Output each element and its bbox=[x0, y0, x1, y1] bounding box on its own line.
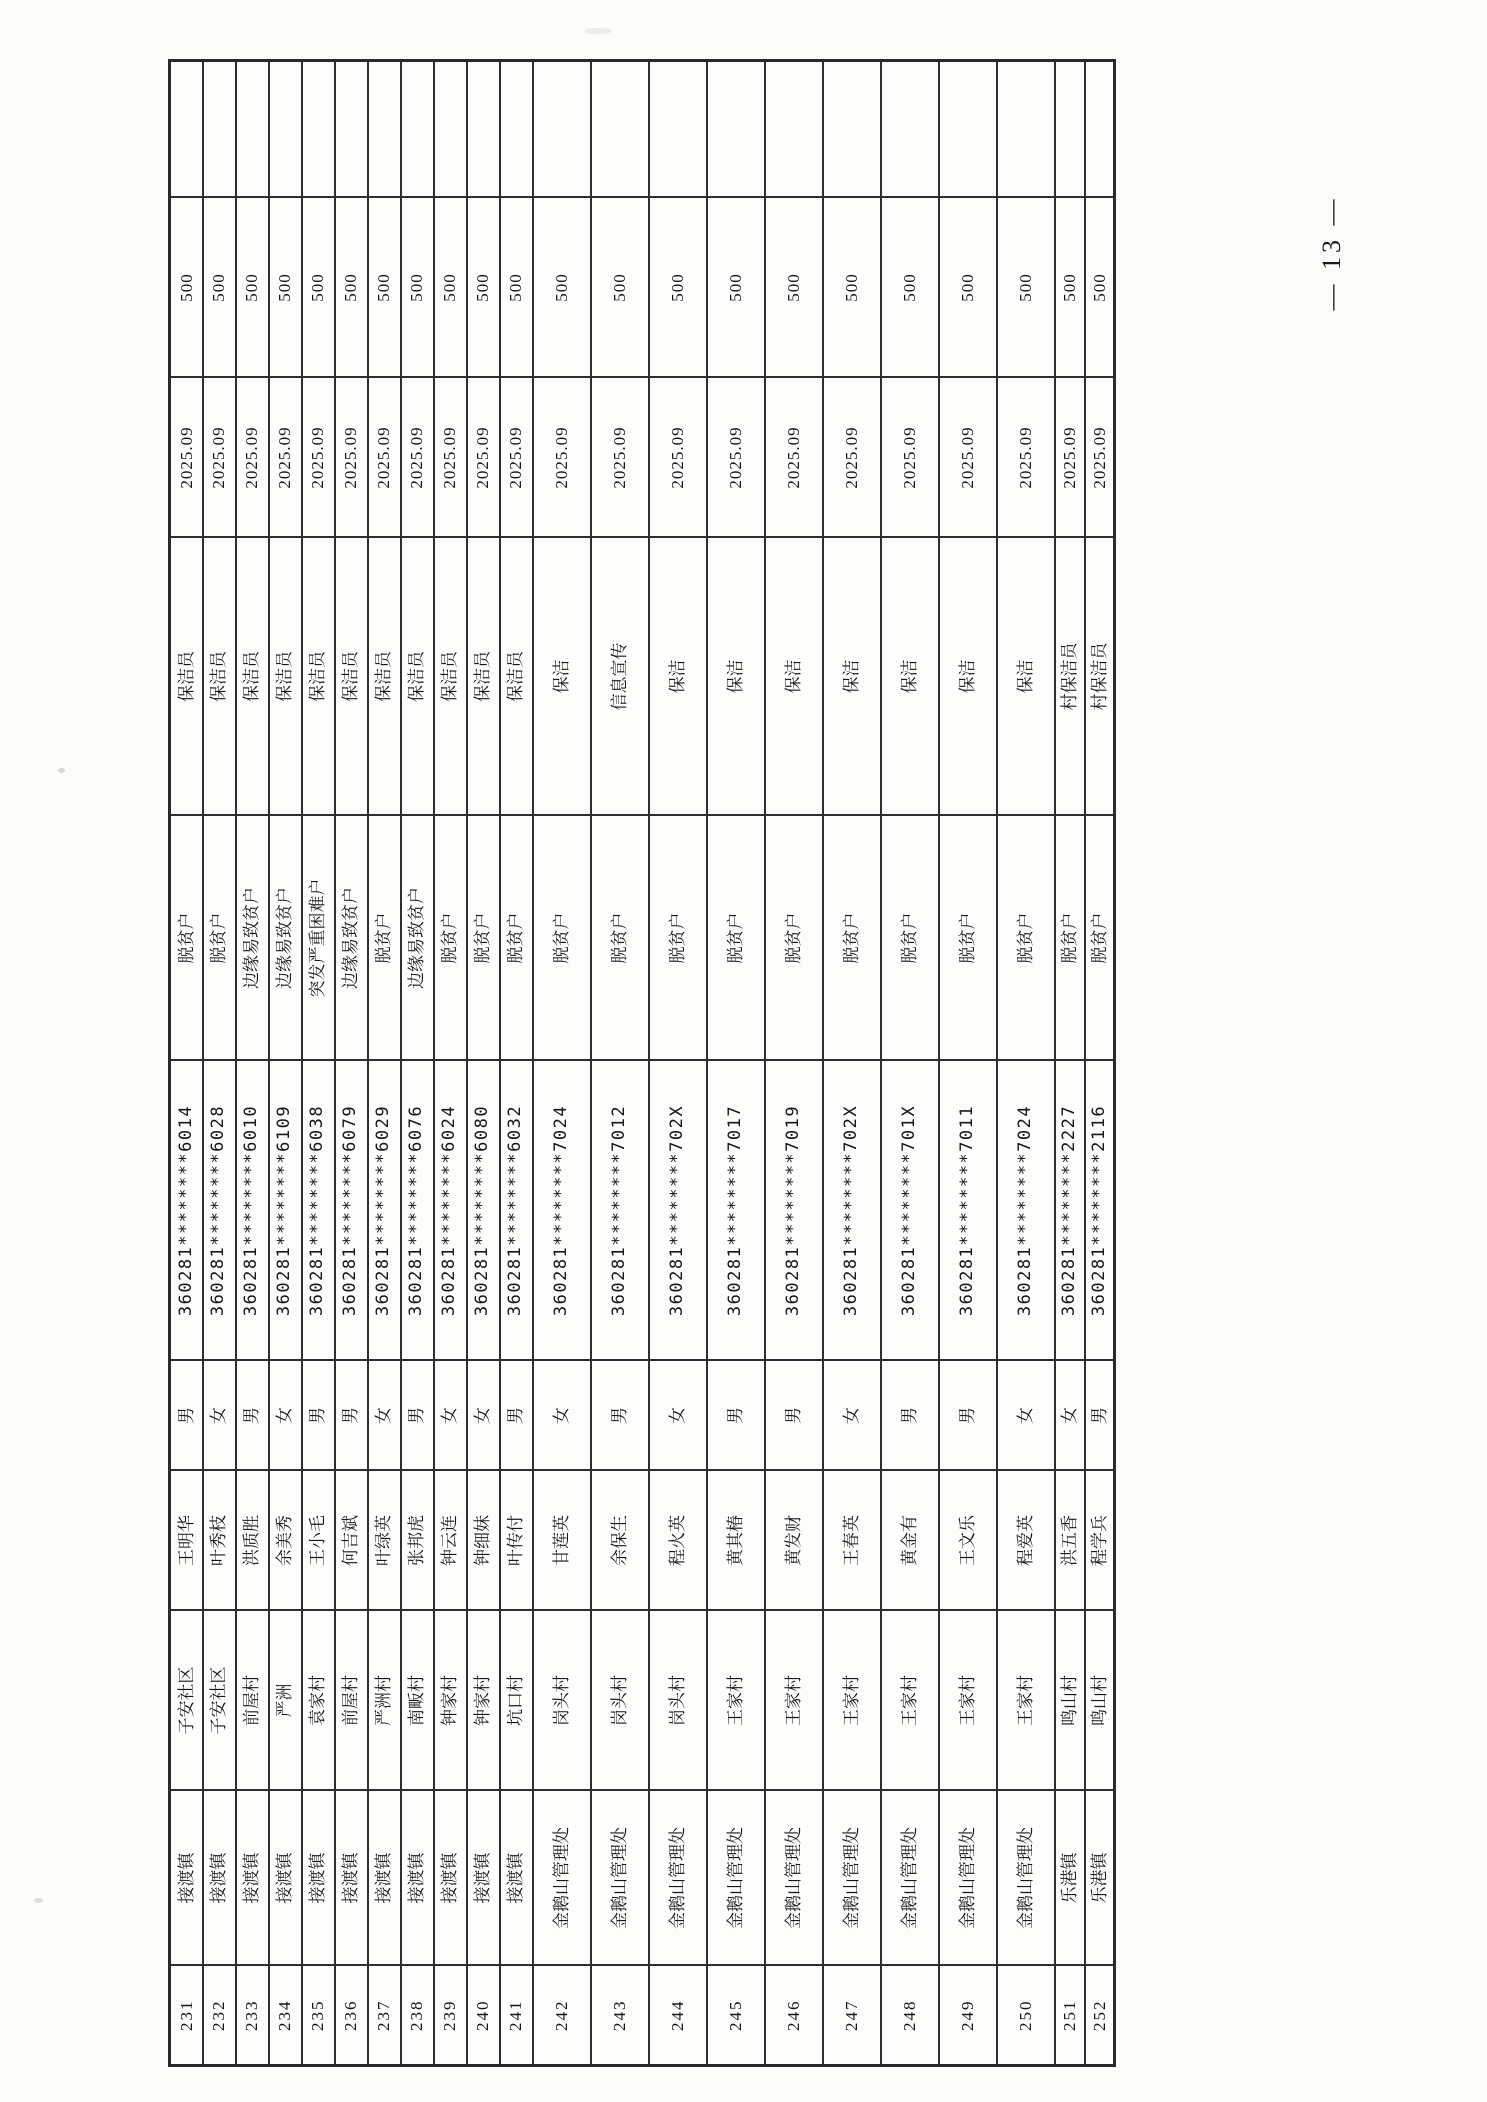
cell-village: 严洲村 bbox=[368, 1611, 401, 1791]
cell-category: 脱贫户 bbox=[881, 816, 939, 1061]
cell-period: 2025.09 bbox=[302, 378, 335, 538]
cell-category: 脱贫户 bbox=[533, 816, 591, 1061]
cell-category: 突发严重困难户 bbox=[302, 816, 335, 1061]
cell-gender: 男 bbox=[401, 1361, 434, 1471]
cell-amount: 500 bbox=[881, 198, 939, 378]
cell-category: 脱贫户 bbox=[591, 816, 649, 1061]
cell-town: 接渡镇 bbox=[401, 1791, 434, 1966]
cell-period: 2025.09 bbox=[434, 378, 467, 538]
cell-no: 239 bbox=[434, 1966, 467, 2066]
cell-id: 360281********6014 bbox=[170, 1061, 203, 1361]
cell-category: 脱贫户 bbox=[765, 816, 823, 1061]
table-row bbox=[236, 61, 269, 2066]
cell-no: 250 bbox=[997, 1966, 1055, 2066]
cell-village: 鸣山村 bbox=[1055, 1611, 1085, 1791]
cell-gender: 男 bbox=[335, 1361, 368, 1471]
cell-amount: 500 bbox=[707, 198, 765, 378]
cell-village: 王家村 bbox=[997, 1611, 1055, 1791]
cell-period: 2025.09 bbox=[269, 378, 302, 538]
cell-period: 2025.09 bbox=[236, 378, 269, 538]
scan-artifact bbox=[34, 1898, 43, 1903]
cell-town: 金鹅山管理处 bbox=[823, 1791, 881, 1966]
cell-amount: 500 bbox=[302, 198, 335, 378]
cell-id: 360281********6109 bbox=[269, 1061, 302, 1361]
cell-period: 2025.09 bbox=[533, 378, 591, 538]
cell-amount: 500 bbox=[170, 198, 203, 378]
cell-name: 王文乐 bbox=[939, 1471, 997, 1611]
cell-amount: 500 bbox=[1085, 198, 1115, 378]
cell-id: 360281********701X bbox=[881, 1061, 939, 1361]
cell-job: 保洁员 bbox=[467, 538, 500, 816]
cell-gender: 女 bbox=[434, 1361, 467, 1471]
cell-town: 接渡镇 bbox=[335, 1791, 368, 1966]
cell-note bbox=[591, 61, 649, 198]
cell-category: 脱贫户 bbox=[649, 816, 707, 1061]
cell-id: 360281********7019 bbox=[765, 1061, 823, 1361]
cell-town: 接渡镇 bbox=[236, 1791, 269, 1966]
cell-job: 保洁员 bbox=[368, 538, 401, 816]
cell-village: 王家村 bbox=[765, 1611, 823, 1791]
cell-town: 接渡镇 bbox=[302, 1791, 335, 1966]
cell-no: 246 bbox=[765, 1966, 823, 2066]
table-row bbox=[649, 61, 707, 2066]
cell-village: 子安社区 bbox=[203, 1611, 236, 1791]
cell-period: 2025.09 bbox=[649, 378, 707, 538]
cell-amount: 500 bbox=[269, 198, 302, 378]
cell-id: 360281********6024 bbox=[434, 1061, 467, 1361]
scan-artifact bbox=[585, 28, 611, 34]
cell-note bbox=[939, 61, 997, 198]
cell-village: 鸣山村 bbox=[1085, 1611, 1115, 1791]
cell-note bbox=[500, 61, 533, 198]
cell-village: 严洲 bbox=[269, 1611, 302, 1791]
cell-category: 脱贫户 bbox=[203, 816, 236, 1061]
cell-town: 金鹅山管理处 bbox=[533, 1791, 591, 1966]
cell-no: 231 bbox=[170, 1966, 203, 2066]
table-row bbox=[467, 61, 500, 2066]
cell-job: 保洁 bbox=[939, 538, 997, 816]
cell-id: 360281********6029 bbox=[368, 1061, 401, 1361]
cell-name: 程爱英 bbox=[997, 1471, 1055, 1611]
cell-amount: 500 bbox=[939, 198, 997, 378]
cell-village: 南畈村 bbox=[401, 1611, 434, 1791]
cell-village: 王家村 bbox=[823, 1611, 881, 1791]
cell-town: 接渡镇 bbox=[170, 1791, 203, 1966]
table-row bbox=[591, 61, 649, 2066]
cell-name: 钟云连 bbox=[434, 1471, 467, 1611]
table-row bbox=[434, 61, 467, 2066]
cell-name: 余美秀 bbox=[269, 1471, 302, 1611]
cell-gender: 女 bbox=[203, 1361, 236, 1471]
cell-amount: 500 bbox=[765, 198, 823, 378]
cell-id: 360281********6076 bbox=[401, 1061, 434, 1361]
cell-gender: 男 bbox=[707, 1361, 765, 1471]
cell-id: 360281********7012 bbox=[591, 1061, 649, 1361]
cell-id: 360281********2227 bbox=[1055, 1061, 1085, 1361]
cell-note bbox=[533, 61, 591, 198]
cell-note bbox=[368, 61, 401, 198]
cell-name: 王明华 bbox=[170, 1471, 203, 1611]
cell-id: 360281********702X bbox=[649, 1061, 707, 1361]
table-row bbox=[269, 61, 302, 2066]
table-row bbox=[170, 61, 203, 2066]
cell-town: 金鹅山管理处 bbox=[939, 1791, 997, 1966]
cell-id: 360281********7017 bbox=[707, 1061, 765, 1361]
cell-amount: 500 bbox=[467, 198, 500, 378]
cell-no: 233 bbox=[236, 1966, 269, 2066]
cell-note bbox=[335, 61, 368, 198]
cell-no: 241 bbox=[500, 1966, 533, 2066]
cell-town: 金鹅山管理处 bbox=[881, 1791, 939, 1966]
table-row bbox=[401, 61, 434, 2066]
cell-note bbox=[1085, 61, 1115, 198]
cell-job: 保洁员 bbox=[434, 538, 467, 816]
cell-town: 接渡镇 bbox=[203, 1791, 236, 1966]
cell-gender: 男 bbox=[765, 1361, 823, 1471]
cell-job: 保洁员 bbox=[170, 538, 203, 816]
cell-gender: 女 bbox=[269, 1361, 302, 1471]
cell-town: 接渡镇 bbox=[467, 1791, 500, 1966]
cell-period: 2025.09 bbox=[997, 378, 1055, 538]
cell-period: 2025.09 bbox=[591, 378, 649, 538]
cell-name: 甘莲英 bbox=[533, 1471, 591, 1611]
cell-job: 保洁 bbox=[707, 538, 765, 816]
cell-village: 岗头村 bbox=[533, 1611, 591, 1791]
cell-village: 钟家村 bbox=[434, 1611, 467, 1791]
cell-village: 前屋村 bbox=[335, 1611, 368, 1791]
cell-town: 金鹅山管理处 bbox=[997, 1791, 1055, 1966]
cell-note bbox=[707, 61, 765, 198]
cell-gender: 女 bbox=[533, 1361, 591, 1471]
cell-gender: 男 bbox=[591, 1361, 649, 1471]
cell-note bbox=[765, 61, 823, 198]
table-row bbox=[203, 61, 236, 2066]
cell-town: 接渡镇 bbox=[500, 1791, 533, 1966]
cell-period: 2025.09 bbox=[500, 378, 533, 538]
cell-job: 保洁 bbox=[649, 538, 707, 816]
cell-note bbox=[170, 61, 203, 198]
cell-name: 叶秀枝 bbox=[203, 1471, 236, 1611]
cell-amount: 500 bbox=[335, 198, 368, 378]
table-row bbox=[881, 61, 939, 2066]
table-row bbox=[823, 61, 881, 2066]
cell-period: 2025.09 bbox=[939, 378, 997, 538]
cell-name: 叶传付 bbox=[500, 1471, 533, 1611]
cell-amount: 500 bbox=[1055, 198, 1085, 378]
cell-job: 保洁 bbox=[765, 538, 823, 816]
cell-town: 金鹅山管理处 bbox=[707, 1791, 765, 1966]
cell-name: 黄其椿 bbox=[707, 1471, 765, 1611]
cell-period: 2025.09 bbox=[170, 378, 203, 538]
cell-name: 张邦虎 bbox=[401, 1471, 434, 1611]
cell-village: 前屋村 bbox=[236, 1611, 269, 1791]
cell-village: 王家村 bbox=[881, 1611, 939, 1791]
cell-note bbox=[467, 61, 500, 198]
cell-village: 钟家村 bbox=[467, 1611, 500, 1791]
cell-town: 金鹅山管理处 bbox=[591, 1791, 649, 1966]
cell-town: 接渡镇 bbox=[434, 1791, 467, 1966]
cell-name: 程火英 bbox=[649, 1471, 707, 1611]
cell-category: 边缘易致贫户 bbox=[236, 816, 269, 1061]
cell-village: 岗头村 bbox=[649, 1611, 707, 1791]
cell-period: 2025.09 bbox=[823, 378, 881, 538]
cell-id: 360281********7011 bbox=[939, 1061, 997, 1361]
table-row bbox=[997, 61, 1055, 2066]
cell-period: 2025.09 bbox=[765, 378, 823, 538]
cell-no: 249 bbox=[939, 1966, 997, 2066]
cell-town: 金鹅山管理处 bbox=[765, 1791, 823, 1966]
cell-id: 360281********6080 bbox=[467, 1061, 500, 1361]
cell-name: 叶绿英 bbox=[368, 1471, 401, 1611]
cell-note bbox=[823, 61, 881, 198]
cell-name: 洪五香 bbox=[1055, 1471, 1085, 1611]
cell-amount: 500 bbox=[203, 198, 236, 378]
cell-note bbox=[269, 61, 302, 198]
cell-job: 保洁员 bbox=[500, 538, 533, 816]
cell-no: 240 bbox=[467, 1966, 500, 2066]
table-row bbox=[500, 61, 533, 2066]
cell-job: 保洁员 bbox=[203, 538, 236, 816]
cell-category: 脱贫户 bbox=[823, 816, 881, 1061]
cell-gender: 男 bbox=[302, 1361, 335, 1471]
cell-category: 脱贫户 bbox=[467, 816, 500, 1061]
cell-village: 袁家村 bbox=[302, 1611, 335, 1791]
cell-no: 242 bbox=[533, 1966, 591, 2066]
cell-category: 脱贫户 bbox=[1055, 816, 1085, 1061]
cell-amount: 500 bbox=[591, 198, 649, 378]
cell-no: 232 bbox=[203, 1966, 236, 2066]
cell-name: 王小毛 bbox=[302, 1471, 335, 1611]
cell-village: 坑口村 bbox=[500, 1611, 533, 1791]
cell-period: 2025.09 bbox=[707, 378, 765, 538]
cell-category: 脱贫户 bbox=[500, 816, 533, 1061]
rotated-table-container bbox=[168, 62, 1113, 2067]
cell-gender: 女 bbox=[997, 1361, 1055, 1471]
cell-amount: 500 bbox=[997, 198, 1055, 378]
cell-job: 村保洁员 bbox=[1085, 538, 1115, 816]
table-row bbox=[368, 61, 401, 2066]
table-row bbox=[533, 61, 591, 2066]
cell-amount: 500 bbox=[649, 198, 707, 378]
cell-note bbox=[997, 61, 1055, 198]
cell-town: 乐港镇 bbox=[1055, 1791, 1085, 1966]
cell-gender: 男 bbox=[939, 1361, 997, 1471]
cell-category: 脱贫户 bbox=[997, 816, 1055, 1061]
cell-town: 金鹅山管理处 bbox=[649, 1791, 707, 1966]
page-number: — 13 — bbox=[1317, 195, 1346, 311]
cell-category: 边缘易致贫户 bbox=[269, 816, 302, 1061]
cell-period: 2025.09 bbox=[368, 378, 401, 538]
cell-category: 脱贫户 bbox=[939, 816, 997, 1061]
cell-no: 243 bbox=[591, 1966, 649, 2066]
cell-category: 边缘易致贫户 bbox=[401, 816, 434, 1061]
subsidy-table bbox=[168, 59, 1116, 2067]
table-row bbox=[707, 61, 765, 2066]
cell-note bbox=[302, 61, 335, 198]
cell-note bbox=[881, 61, 939, 198]
cell-id: 360281********6010 bbox=[236, 1061, 269, 1361]
cell-name: 何吉斌 bbox=[335, 1471, 368, 1611]
cell-id: 360281********2116 bbox=[1085, 1061, 1115, 1361]
table-row bbox=[302, 61, 335, 2066]
cell-job: 村保洁员 bbox=[1055, 538, 1085, 816]
cell-gender: 男 bbox=[1085, 1361, 1115, 1471]
cell-gender: 女 bbox=[368, 1361, 401, 1471]
cell-period: 2025.09 bbox=[467, 378, 500, 538]
cell-gender: 女 bbox=[467, 1361, 500, 1471]
cell-category: 脱贫户 bbox=[1085, 816, 1115, 1061]
cell-no: 245 bbox=[707, 1966, 765, 2066]
cell-note bbox=[434, 61, 467, 198]
cell-note bbox=[236, 61, 269, 198]
cell-period: 2025.09 bbox=[1055, 378, 1085, 538]
scan-artifact bbox=[58, 768, 65, 773]
table-row bbox=[765, 61, 823, 2066]
cell-gender: 女 bbox=[823, 1361, 881, 1471]
cell-gender: 男 bbox=[236, 1361, 269, 1471]
cell-no: 244 bbox=[649, 1966, 707, 2066]
cell-job: 保洁 bbox=[997, 538, 1055, 816]
cell-category: 脱贫户 bbox=[707, 816, 765, 1061]
cell-id: 360281********7024 bbox=[533, 1061, 591, 1361]
table-row bbox=[1055, 61, 1085, 2066]
cell-amount: 500 bbox=[500, 198, 533, 378]
cell-no: 251 bbox=[1055, 1966, 1085, 2066]
cell-id: 360281********7024 bbox=[997, 1061, 1055, 1361]
cell-village: 岗头村 bbox=[591, 1611, 649, 1791]
cell-name: 黄发财 bbox=[765, 1471, 823, 1611]
cell-period: 2025.09 bbox=[401, 378, 434, 538]
cell-id: 360281********6079 bbox=[335, 1061, 368, 1361]
cell-name: 余保生 bbox=[591, 1471, 649, 1611]
cell-amount: 500 bbox=[823, 198, 881, 378]
cell-town: 接渡镇 bbox=[368, 1791, 401, 1966]
cell-category: 脱贫户 bbox=[434, 816, 467, 1061]
cell-no: 248 bbox=[881, 1966, 939, 2066]
cell-job: 保洁员 bbox=[236, 538, 269, 816]
cell-job: 保洁员 bbox=[269, 538, 302, 816]
cell-note bbox=[203, 61, 236, 198]
cell-note bbox=[649, 61, 707, 198]
cell-id: 360281********6028 bbox=[203, 1061, 236, 1361]
cell-id: 360281********6032 bbox=[500, 1061, 533, 1361]
cell-village: 王家村 bbox=[707, 1611, 765, 1791]
cell-amount: 500 bbox=[368, 198, 401, 378]
cell-town: 乐港镇 bbox=[1085, 1791, 1115, 1966]
cell-job: 保洁员 bbox=[401, 538, 434, 816]
cell-no: 234 bbox=[269, 1966, 302, 2066]
table-row bbox=[939, 61, 997, 2066]
cell-job: 保洁 bbox=[881, 538, 939, 816]
cell-gender: 男 bbox=[170, 1361, 203, 1471]
cell-amount: 500 bbox=[434, 198, 467, 378]
table-row bbox=[335, 61, 368, 2066]
cell-period: 2025.09 bbox=[1085, 378, 1115, 538]
cell-no: 238 bbox=[401, 1966, 434, 2066]
cell-gender: 男 bbox=[881, 1361, 939, 1471]
cell-category: 边缘易致贫户 bbox=[335, 816, 368, 1061]
cell-amount: 500 bbox=[236, 198, 269, 378]
cell-category: 脱贫户 bbox=[368, 816, 401, 1061]
cell-gender: 女 bbox=[649, 1361, 707, 1471]
cell-job: 保洁 bbox=[823, 538, 881, 816]
table-row bbox=[1085, 61, 1115, 2066]
cell-gender: 女 bbox=[1055, 1361, 1085, 1471]
cell-category: 脱贫户 bbox=[170, 816, 203, 1061]
cell-no: 237 bbox=[368, 1966, 401, 2066]
cell-no: 236 bbox=[335, 1966, 368, 2066]
cell-period: 2025.09 bbox=[203, 378, 236, 538]
cell-job: 保洁员 bbox=[335, 538, 368, 816]
cell-period: 2025.09 bbox=[335, 378, 368, 538]
cell-name: 洪质胜 bbox=[236, 1471, 269, 1611]
cell-gender: 男 bbox=[500, 1361, 533, 1471]
cell-no: 235 bbox=[302, 1966, 335, 2066]
cell-name: 黄金有 bbox=[881, 1471, 939, 1611]
cell-note bbox=[1055, 61, 1085, 198]
cell-name: 程学兵 bbox=[1085, 1471, 1115, 1611]
cell-name: 钟细妹 bbox=[467, 1471, 500, 1611]
cell-name: 王春英 bbox=[823, 1471, 881, 1611]
cell-job: 保洁 bbox=[533, 538, 591, 816]
cell-no: 252 bbox=[1085, 1966, 1115, 2066]
cell-no: 247 bbox=[823, 1966, 881, 2066]
cell-village: 子安社区 bbox=[170, 1611, 203, 1791]
cell-amount: 500 bbox=[401, 198, 434, 378]
cell-job: 保洁员 bbox=[302, 538, 335, 816]
cell-period: 2025.09 bbox=[881, 378, 939, 538]
cell-amount: 500 bbox=[533, 198, 591, 378]
cell-town: 接渡镇 bbox=[269, 1791, 302, 1966]
cell-id: 360281********6038 bbox=[302, 1061, 335, 1361]
cell-note bbox=[401, 61, 434, 198]
cell-id: 360281********702X bbox=[823, 1061, 881, 1361]
table-body bbox=[170, 61, 1115, 2066]
cell-village: 王家村 bbox=[939, 1611, 997, 1791]
cell-job: 信息宣传 bbox=[591, 538, 649, 816]
